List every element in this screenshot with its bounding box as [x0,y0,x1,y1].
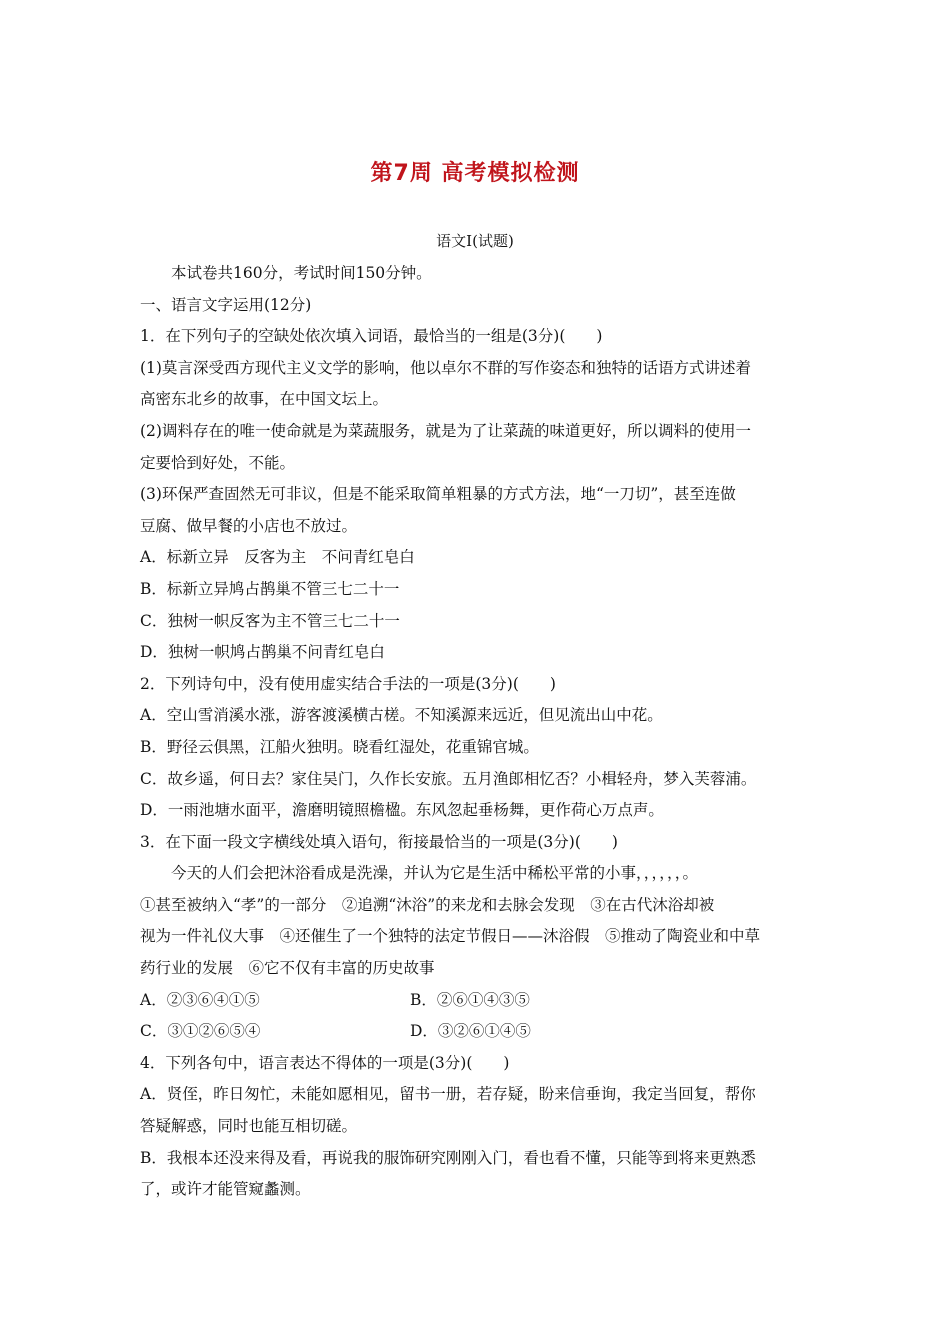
sentence-line: 豆腐、做早餐的小店也不放过。 [140,516,358,535]
sentence-items: ①甚至被纳入“孝”的一部分 ②追溯“沐浴”的来龙和去脉会发现 ③在古代沐浴却被 [140,895,715,914]
option-c: C．③①②⑥⑤④ [140,1022,261,1041]
section-heading: 一、语言文字运用(12分) [140,295,312,314]
sentence-line: (1)莫言深受西方现代主义文学的影响，他以卓尔不群的写作姿态和独特的话语方式讲述着 [140,358,751,377]
option-row [140,985,810,1017]
option-a: A．贤侄，昨日匆忙，未能如愿相见，留书一册，若存疑，盼来信垂询，我定当回复，帮你 [140,1085,756,1104]
option-a: A．空山雪消溪水涨，游客渡溪横古槎。不知溪源来远近，但见流出山中花。 [140,706,663,725]
question-stem: 1．在下列句子的空缺处依次填入词语，最恰当的一组是(3分)( ) [140,327,603,346]
option-b: B．②⑥①④③⑤ [410,990,530,1009]
option-c: C．故乡遥，何日去？家住吴门，久作长安旅。五月渔郎相忆否？小楫轻舟，梦入芙蓉浦。 [140,769,757,788]
question-4 [140,1048,810,1206]
option-b-continued: 了，或许才能管窥蠡测。 [140,1180,311,1199]
question-2 [140,669,810,827]
sentence-line: 定要恰到好处，不能。 [140,453,296,472]
option-d: D．③②⑥①④⑤ [410,1022,531,1041]
option-c: C．独树一帜反客为主不管三七二十一 [140,611,400,630]
option-a: A．②③⑥④①⑤ [140,990,260,1009]
question-stem: 2．下列诗句中，没有使用虚实结合手法的一项是(3分)( ) [140,674,556,693]
option-b: B．标新立异鸠占鹊巢不管三七二十一 [140,579,400,598]
page-title: 第7周 高考模拟检测 [370,161,580,186]
sentence-line: (2)调料存在的唯一使命就是为菜蔬服务，就是为了让菜蔬的味道更好，所以调料的使用一 [140,421,751,440]
option-row [140,1016,810,1048]
sentence-items: 视为一件礼仪大事 ④还催生了一个独特的法定节假日——沐浴假 ⑤推动了陶瓷业和中草 [140,927,761,946]
question-1 [140,321,810,669]
page-subtitle: 语文Ⅰ(试题) [436,232,514,250]
sentence-line: 高密东北乡的故事，在中国文坛上。 [140,390,389,409]
option-d: D．独树一帜鸠占鹊巢不问青红皂白 [140,643,385,662]
option-b: B．野径云俱黑，江船火独明。晓看红湿处，花重锦官城。 [140,737,539,756]
question-3 [140,827,810,1048]
question-stem: 4．下列各句中，语言表达不得体的一项是(3分)( ) [140,1053,510,1072]
sentence-items: 药行业的发展 ⑥它不仅有丰富的历史故事 [140,959,435,978]
sentence-line: (3)环保严查固然无可非议，但是不能采取简单粗暴的方式方法，地“一刀切”，甚至连做 [140,485,736,504]
option-a: A．标新立异 反客为主 不问青红皂白 [140,548,415,567]
option-d: D．一雨池塘水面平，澹磨明镜照檐楹。东风忽起垂杨舞，更作荷心万点声。 [140,801,664,820]
exam-intro: 本试卷共160分，考试时间150分钟。 [171,264,432,282]
passage-text: 今天的人们会把沐浴看成是洗澡，并认为它是生活中稀松平常的小事，，，，，，。 [171,864,699,883]
option-b: B．我根本还没来得及看，再说我的服饰研究刚刚入门，看也看不懂，只能等到将来更熟悉 [140,1148,756,1167]
question-stem: 3．在下面一段文字横线处填入语句，衔接最恰当的一项是(3分)( ) [140,832,618,851]
option-a-continued: 答疑解惑，同时也能互相切磋。 [140,1117,358,1136]
exam-content [140,258,810,1206]
